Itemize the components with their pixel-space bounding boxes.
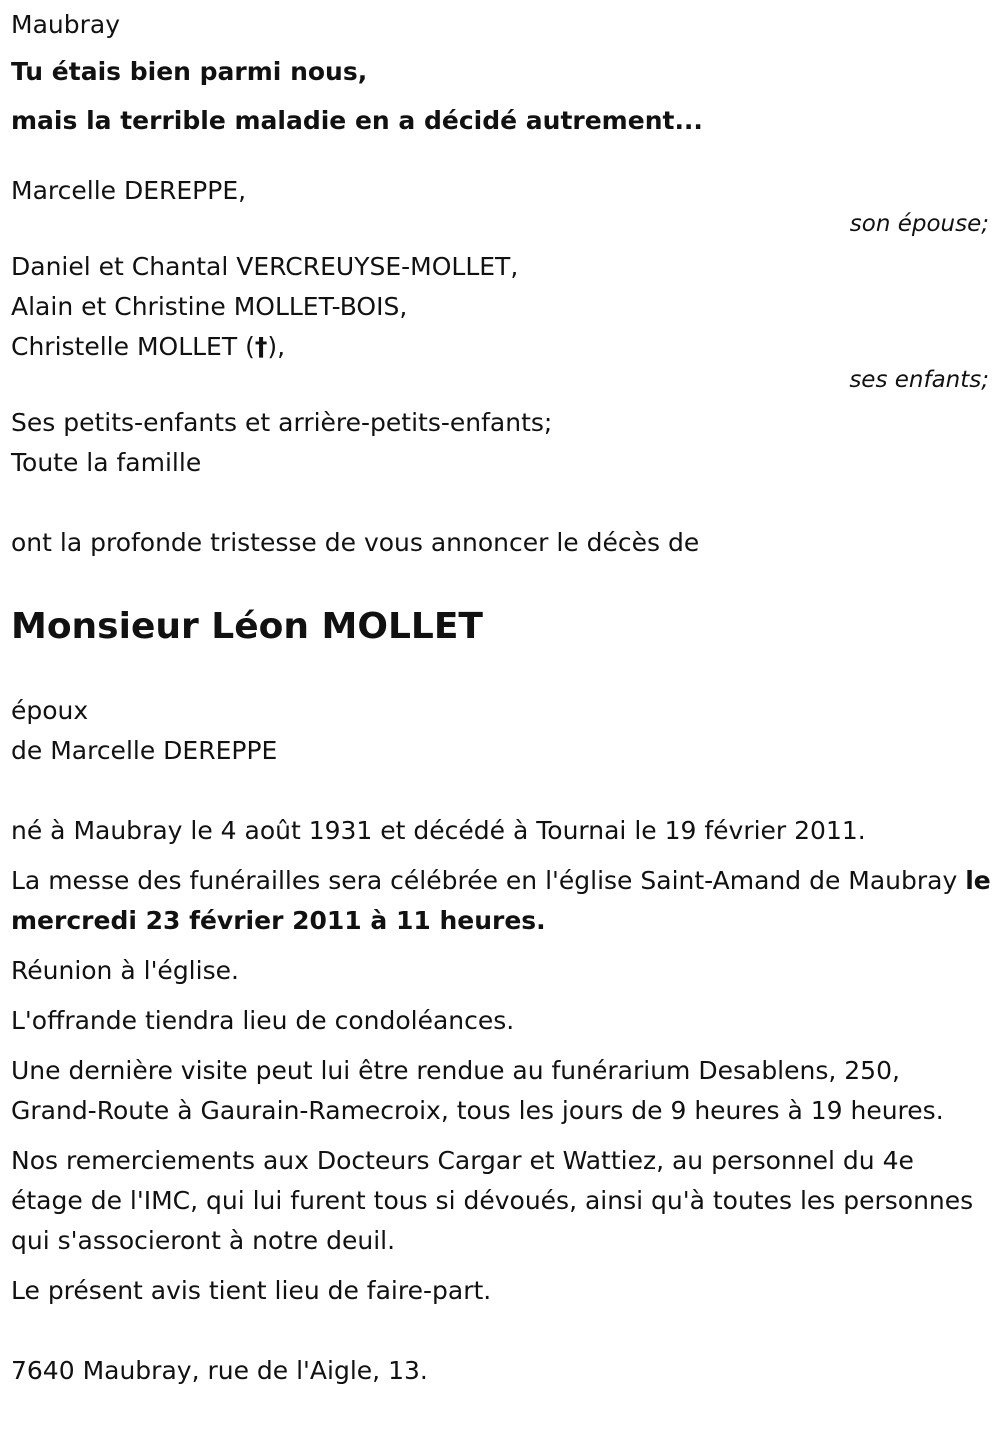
child-deceased-suffix: ), [267, 332, 286, 361]
cross-icon: † [254, 332, 268, 361]
quote-line-1: Tu étais bien parmi nous, [11, 57, 368, 86]
visit-info: Une dernière visite peut lui être rendue au funérarium Desablens, 250, Grand-Route à Gaurain-Ramecroix, tous les jours de 9 heures à 19 heures. [11, 1056, 944, 1125]
obituary-notice [11, 5, 991, 1391]
child-1: Daniel et Chantal VERCREUYSE-MOLLET, [11, 252, 519, 281]
funeral-date: le mercredi 23 février 2011 à 11 heures. [11, 866, 991, 935]
grandchildren: Ses petits-enfants et arrière-petits-enfants; [11, 408, 553, 437]
child-deceased [11, 327, 991, 367]
place-header: Maubray [11, 10, 120, 39]
deceased-name: Monsieur Léon MOLLET [11, 606, 483, 647]
spouse-name: Marcelle DEREPPE, [11, 176, 247, 205]
funeral-text: La messe des funérailles sera célébrée en l'église Saint-Amand de Maubray [11, 866, 966, 895]
offering: L'offrande tiendra lieu de condoléances. [11, 1006, 515, 1035]
announcement: ont la profonde tristesse de vous annoncer le décès de [11, 528, 700, 557]
relation-line-2: de Marcelle DEREPPE [11, 736, 278, 765]
family: Toute la famille [11, 448, 202, 477]
child-deceased-name: Christelle MOLLET ( [11, 332, 255, 361]
birth-death: né à Maubray le 4 août 1931 et décédé à Tournai le 19 février 2011. [11, 816, 866, 845]
relation-line-1: époux [11, 696, 89, 725]
children-role: ses enfants; [849, 367, 989, 393]
meeting: Réunion à l'église. [11, 956, 239, 985]
funeral-info [11, 861, 991, 941]
spouse-group [11, 171, 991, 237]
thanks: Nos remerciements aux Docteurs Cargar et Wattiez, au personnel du 4e étage de l'IMC, qui lui furent tous si dévoués, ainsi qu'à toutes les personnes qui s'associeront à notre deuil. [11, 1146, 974, 1255]
spouse-role: son épouse; [849, 211, 989, 237]
child-2: Alain et Christine MOLLET-BOIS, [11, 292, 408, 321]
address: 7640 Maubray, rue de l'Aigle, 13. [11, 1356, 428, 1385]
quote-line-2: mais la terrible maladie en a décidé autrement... [11, 106, 703, 135]
children-group [11, 247, 991, 393]
faire-part: Le présent avis tient lieu de faire-part. [11, 1276, 492, 1305]
